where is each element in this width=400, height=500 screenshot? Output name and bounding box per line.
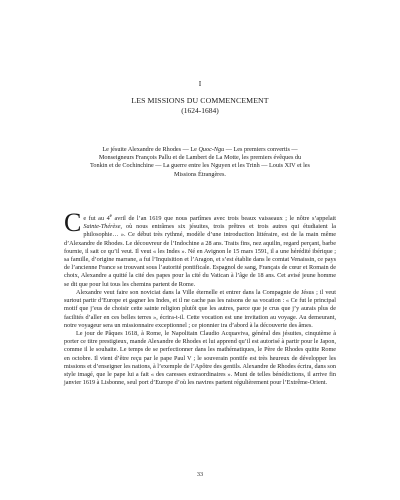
- paragraph-3: Le jour de Pâques 1618, à Rome, le Napolitain Claudio Acquaviva, général des jésuites, cinquième à porter ce titre prestigieux, mande Alexandre de Rhodes et lui apprend qu’il est autorisé à partir pour le Japon, comme il le souhaite. Le temps de se perfectionner dans les mathématiques, le Père de Rhodes quitte Rome en octobre. Il vient d’être reçu par le pape Paul V ; le souverain pontife est très heureux de développer les missions et d’enseigner les nations, à l’exemple de l’Apôtre des gentils. Alexandre de Rhodes écrira, dans son style imagé, que le pape lui a fait « des caresses extraordinaires ». Muni de telles bénédictions, il arrive fin janvier 1619 à Lisbonne, seul port d’Europe d’où les navires partent régulièrement pour l’Extrême-Orient.: [64, 329, 337, 387]
- ordinal-suffix: e: [109, 213, 112, 219]
- drop-cap: C: [64, 208, 82, 237]
- chapter-title: LES MISSIONS DU COMMENCEMENT: [131, 96, 269, 105]
- page-number: 33: [196, 471, 204, 478]
- summary-italic-term: Quoc-Ngu: [198, 146, 225, 153]
- ship-name: Sainte-Thérèse: [83, 223, 121, 231]
- chapter-dates: (1624-1684): [181, 106, 219, 115]
- paragraph-1: [64, 208, 336, 289]
- paragraph-1-text-c: , où nous entrâmes six jésuites, trois prêtres et trois autres qui étudiaient la philosophie… ». Ce début très rythmé, modèle d’une introduction littéraire, est de la main même d’Alexandre de Rhodes. Le découvreur de l’Indochine a 28 ans. Traits fins, nez aquilin, regard perçant, barbe fournie, il sait ce qu’il veut. Il veut « les Indes ». Né en Avignon le 15 mars 1591, il a une hérédité ibérique ; sa famille, d’origine marrane, a fui l’Inquisition et l’Aragon, et s’est établie dans le comtat Venaissin, ce pays de l’ancienne France se trouvant sous l’autorité pontificale. Espagnol de sang, Français de cœur et Romain de choix, Alexandre a quitté la cité des papes pour la cité du Vatican à l’âge de 18 ans. Cet avisé jeune homme se dit que pour lui tous les chemins partent de Rome.: [64, 223, 336, 288]
- body-text: [64, 208, 337, 387]
- chapter-summary: [90, 146, 310, 179]
- summary-text: Le jésuite Alexandre de Rhodes — Le: [102, 146, 199, 153]
- paragraph-1-text-b: avril de l’an 1619 que nous partîmes avec trois beaux vaisseaux ; le nôtre s’appelait: [111, 215, 336, 223]
- paragraph-2: Alexandre veut faire son noviciat dans la Ville éternelle et entrer dans la Compagnie de Jésus ; il veut surtout partir d’Europe et gagner les Indes, et il ne cache pas les raisons de sa vocation : « Ce fut le principal motif que j’eus de choisir cette sainte religion plutôt que les autres, parce que je crus que j’y aurais plus de facilités d’aller en ces belles terres », écrira-t-il. Cette vocation est une invitation au voyage. Au demeurant, notre voyageur sera un missionnaire exceptionnel ; ce pionnier ira d’abord à la découverte des âmes.: [64, 288, 336, 329]
- chapter-number: I: [198, 79, 202, 88]
- summary-text-rest: — Les premiers convertis — Monseigneurs François Pallu et de Lambert de La Motte, les premiers évêques du Tonkin et de Cochinchine — La guerre entre les Nguyen et les Trinh — Louis XIV et les Missions Étrangères.: [90, 146, 310, 178]
- paragraph-1-text-a: e fut au 4: [83, 215, 110, 223]
